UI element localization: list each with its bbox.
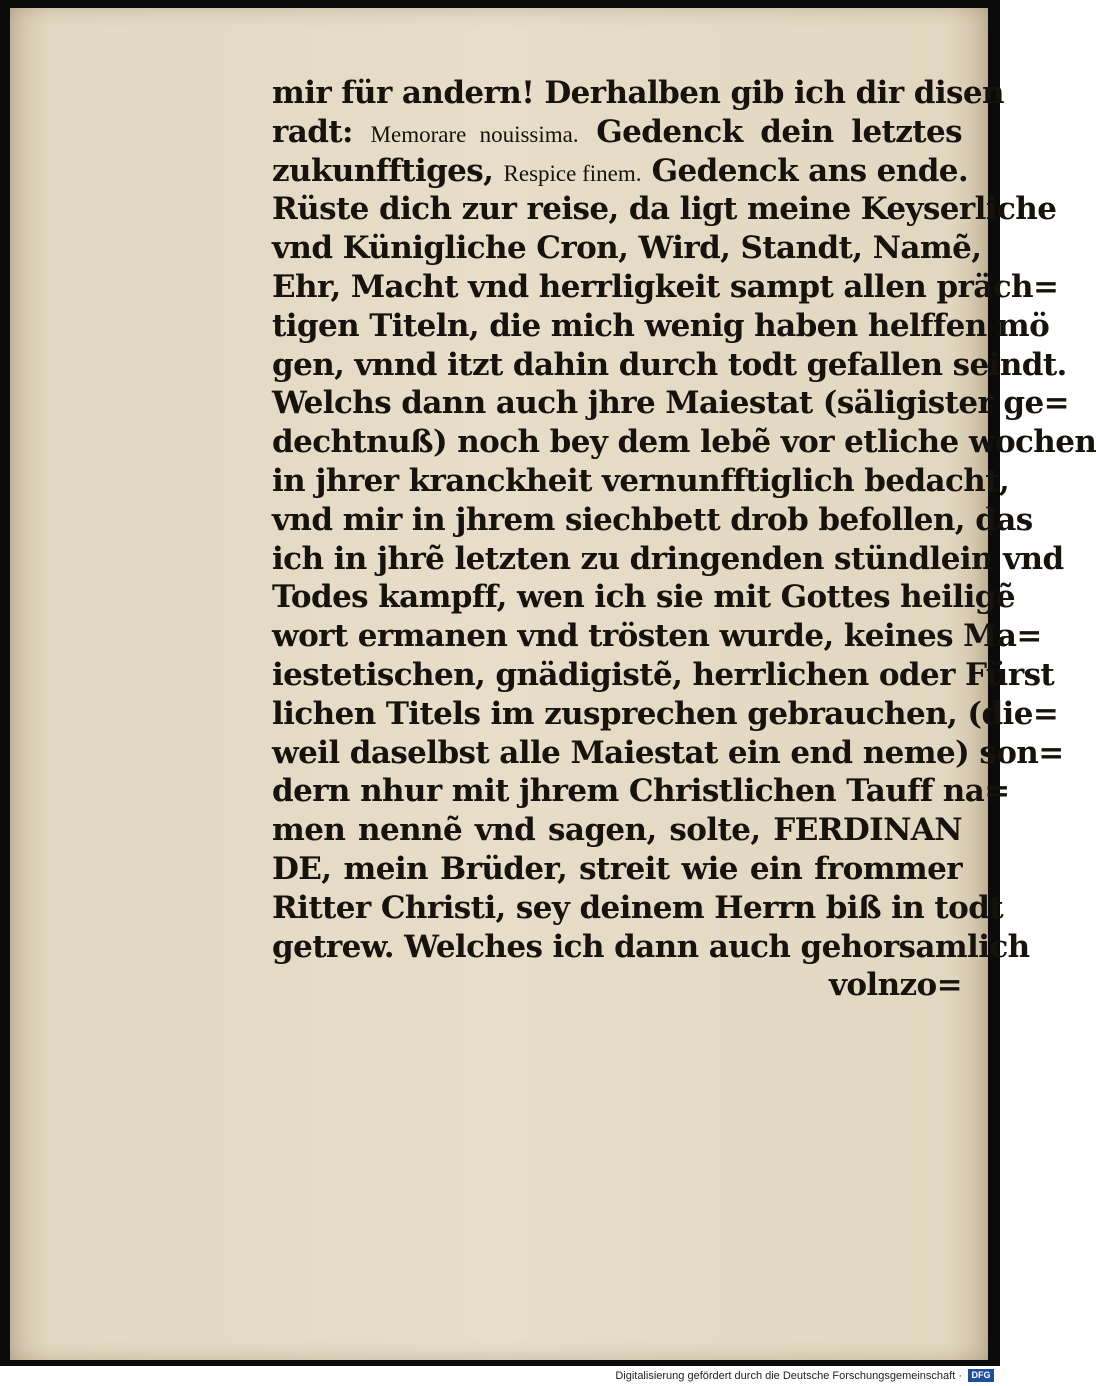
text-line (272, 190, 1057, 229)
text-run: vnd mir in jhrem siechbett drob befollen, das (272, 501, 1033, 538)
text-run: gen, vnnd itzt dahin durch todt gefallen seindt. (272, 346, 1067, 383)
text-line (272, 462, 1010, 501)
text-run: Todes kampff, wen ich sie mit Gottes heiligẽ (272, 579, 1015, 616)
text-run: weil daselbst alle Maiestat ein end neme) son= (272, 734, 1064, 771)
book-page (10, 8, 1096, 1360)
text-run: iestetischen, gnädigistẽ, herrlichen oder Fürst (272, 656, 1055, 693)
text-run: vnd Künigliche Cron, Wird, Standt, Namẽ, (272, 230, 982, 267)
text-run: lichen Titels im zusprechen gebrauchen, (die= (272, 695, 1059, 732)
text-run: zukunfftiges, (272, 152, 504, 189)
body-text (272, 74, 1096, 1005)
text-run: ich in jhrẽ letzten zu dringenden stündlein vnd (272, 540, 1064, 577)
text-run: radt: (272, 113, 371, 150)
text-line (272, 578, 1015, 617)
funding-credit: Digitalisierung gefördert durch die Deutsche Forschungsgemeinschaft · (615, 1370, 962, 1382)
text-run: Gedenck dein letztes (578, 113, 962, 150)
text-run: mir für andern! Derhalben gib ich dir disen (272, 75, 1004, 111)
dfg-logo: DFG (968, 1369, 994, 1382)
text-line (272, 889, 1003, 928)
text-line (272, 656, 1055, 695)
text-run: DE, mein Brüder, streit wie ein frommer (272, 850, 962, 887)
text-line (272, 540, 1064, 579)
text-line (272, 928, 1030, 967)
text-line (272, 268, 1059, 307)
text-line (272, 113, 962, 152)
text-run: Rüste dich zur reise, da ligt meine Keyserliche (272, 191, 1057, 228)
text-run: tigen Titeln, die mich wenig haben helffen mö (272, 307, 1050, 344)
text-line (272, 423, 1096, 462)
text-run: volnzo= (828, 967, 962, 1004)
text-line (272, 384, 1069, 423)
text-line (272, 811, 962, 850)
text-run: dern nhur mit jhrem Christlichen Tauff na= (272, 773, 1010, 810)
text-run: men nennẽ vnd sagen, solte, FERDINAN (272, 812, 962, 849)
text-run: Ritter Christi, sey deinem Herrn biß in todt (272, 889, 1003, 926)
text-run: getrew. Welches ich dann auch gehorsamlich (272, 928, 1030, 965)
text-line (272, 501, 1033, 540)
text-line (272, 966, 962, 1005)
text-line (272, 346, 1067, 385)
text-run: Gedenck ans ende. (641, 152, 969, 189)
text-line (272, 152, 969, 191)
text-run: dechtnuß) noch bey dem lebẽ vor etliche wochen (272, 424, 1096, 461)
latin-phrase: Respice finem. (503, 160, 642, 186)
text-run: wort ermanen vnd trösten wurde, keines Ma= (272, 618, 1042, 655)
text-run: Welchs dann auch jhre Maiestat (säligister ge= (272, 385, 1069, 422)
text-run: in jhrer kranckheit vernunfftiglich bedacht, (272, 462, 1010, 499)
text-line (272, 617, 1042, 656)
text-line (272, 307, 1050, 346)
text-line (272, 850, 962, 889)
footer-bar (0, 1366, 1000, 1386)
text-line (272, 772, 1010, 811)
text-run: Ehr, Macht vnd herrligkeit sampt allen präch= (272, 268, 1059, 305)
text-line (272, 74, 1004, 113)
text-line (272, 695, 1059, 734)
text-line (272, 734, 1064, 773)
text-line (272, 229, 982, 268)
latin-phrase: Memorare nouissima. (370, 121, 579, 147)
